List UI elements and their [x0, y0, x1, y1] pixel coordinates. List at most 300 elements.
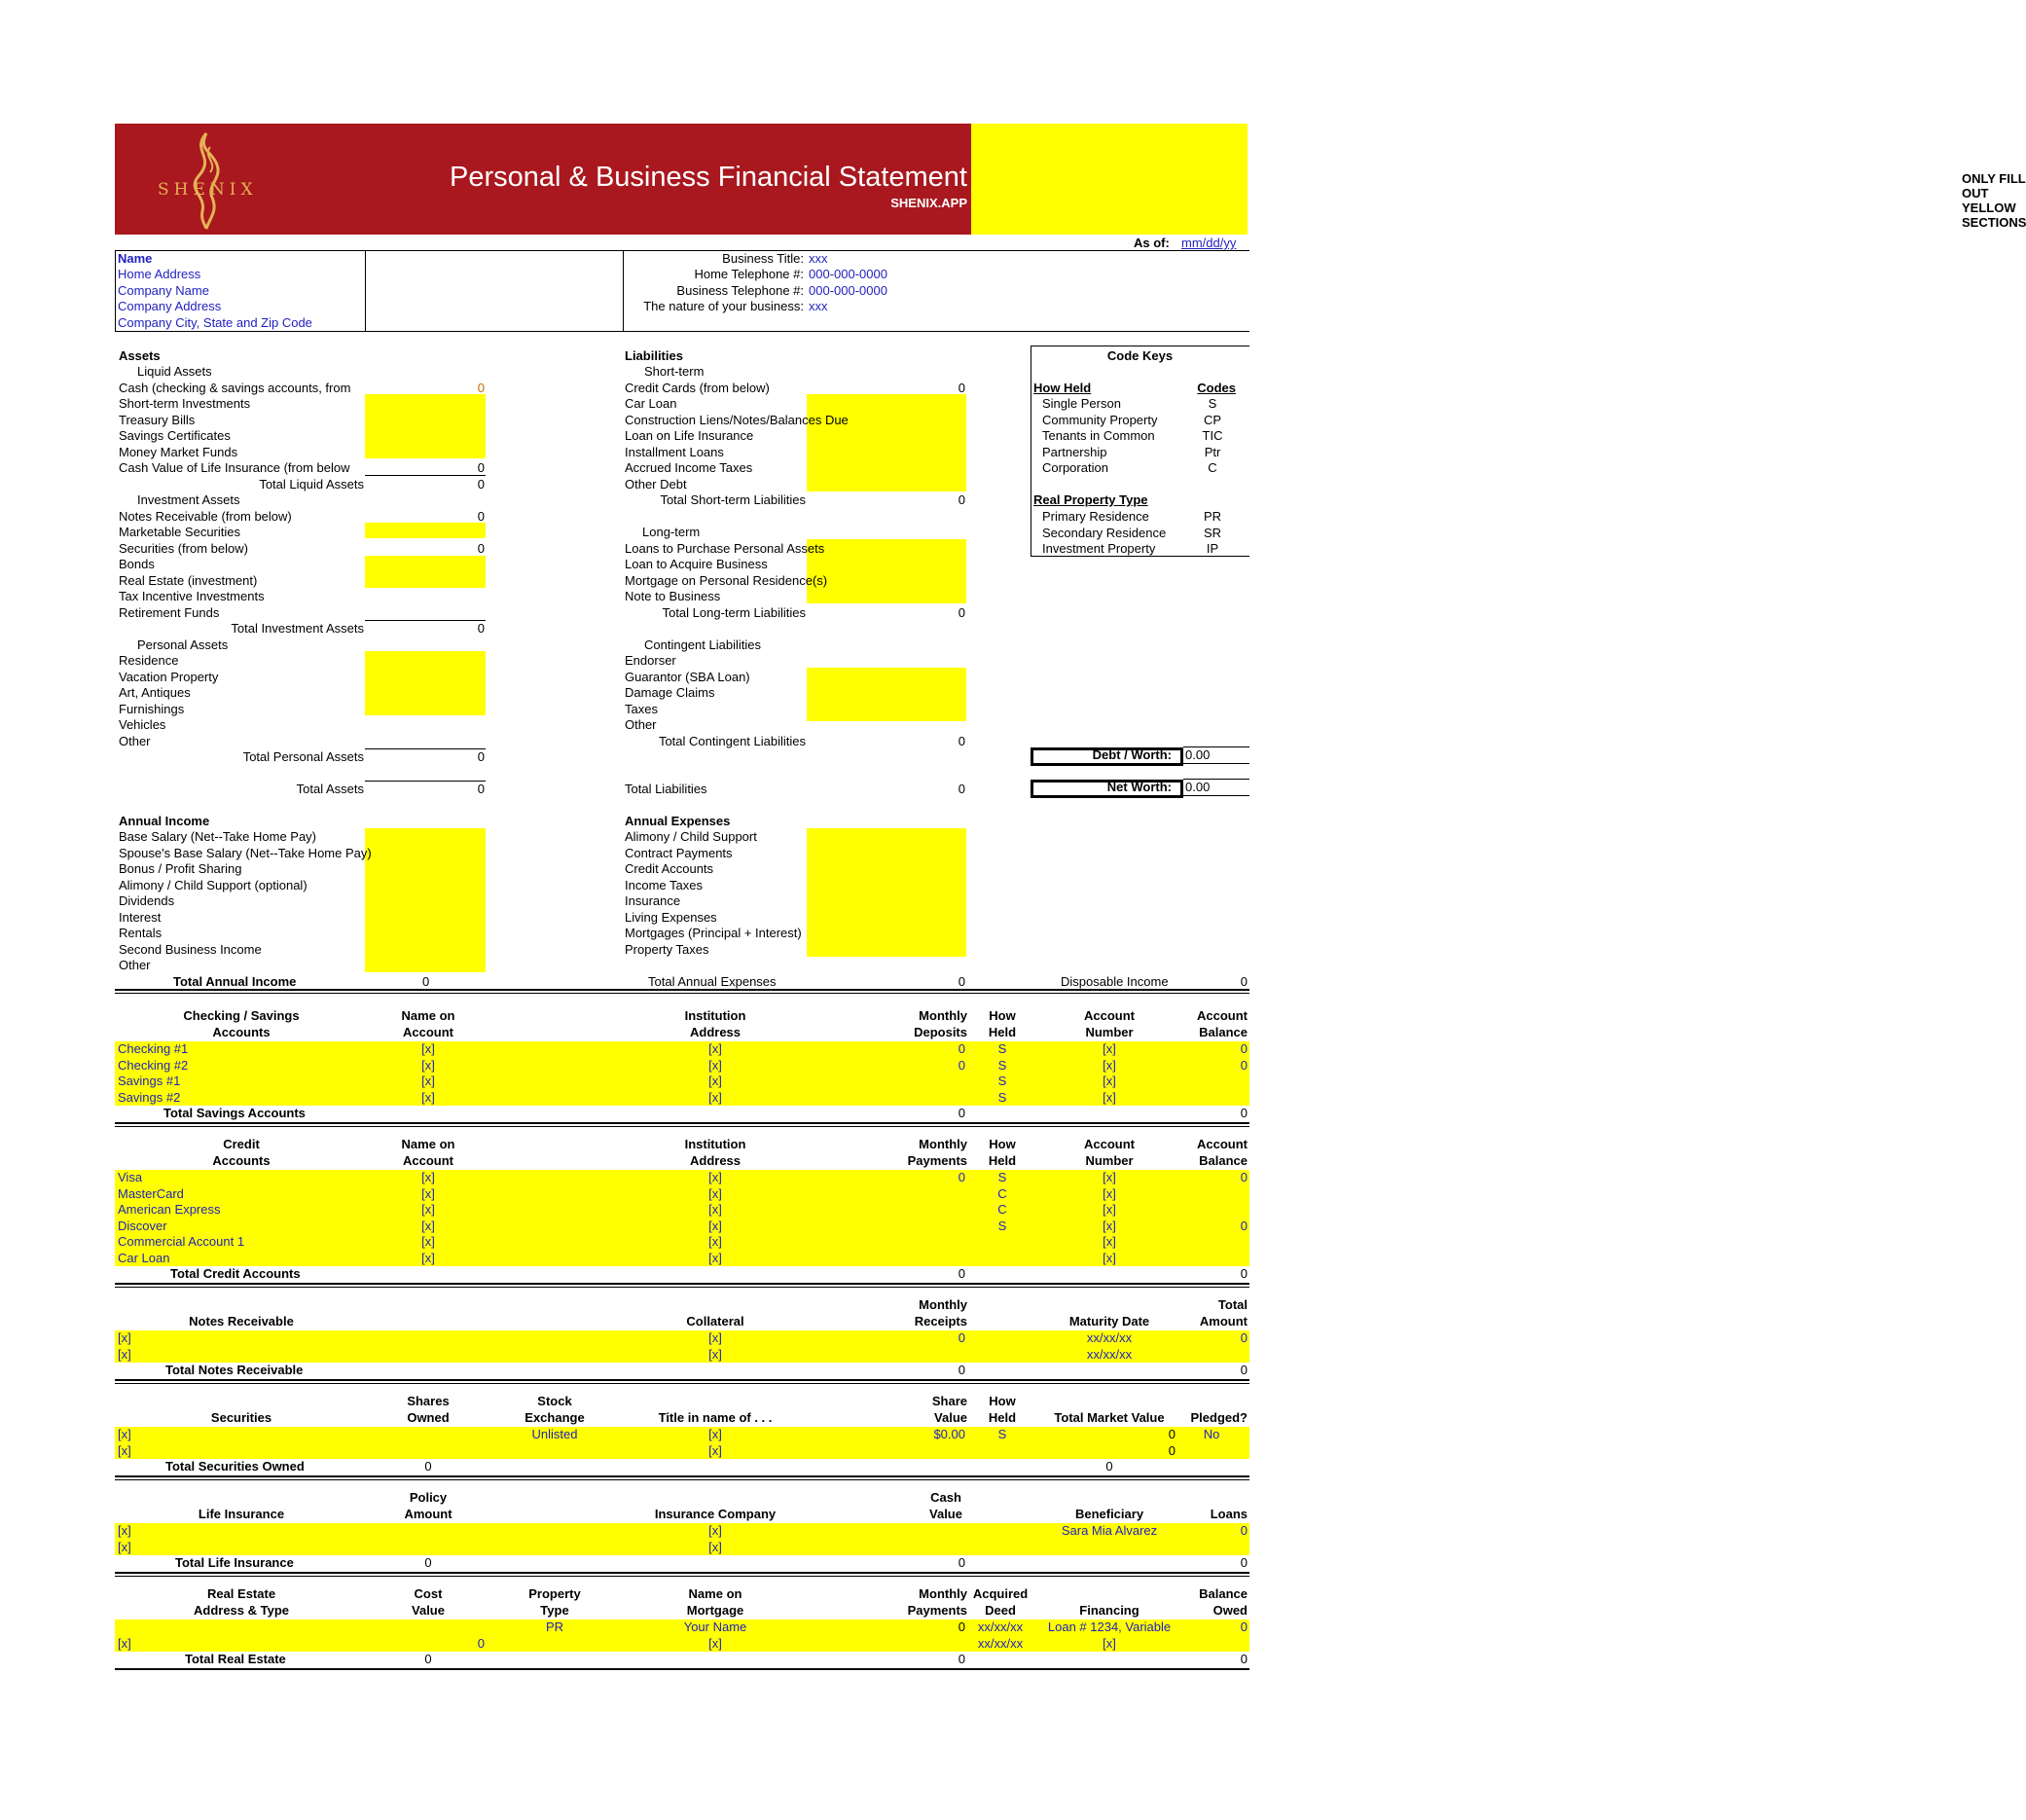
divider	[1183, 779, 1249, 780]
total-short-label: Total Short-term Liabilities	[660, 492, 806, 507]
net-worth-value: 0.00	[1185, 780, 1211, 794]
column-header: Institution	[684, 1008, 746, 1023]
column-header: Address	[689, 1024, 742, 1039]
table-cell[interactable]: S	[997, 1427, 1007, 1441]
how-held-code: Ptr	[1204, 444, 1221, 459]
table-cell[interactable]: [x]	[1103, 1635, 1116, 1651]
treasury-label: Treasury Bills	[119, 413, 196, 427]
income-heading: Annual Income	[119, 814, 210, 828]
column-header: Acquired	[972, 1586, 1029, 1601]
column-header: Pledged?	[1190, 1409, 1248, 1425]
total-label: Total Credit Accounts	[170, 1266, 301, 1281]
table-cell[interactable]: [x]	[421, 1250, 435, 1265]
net-worth-label: Net Worth:	[1106, 780, 1172, 794]
table-cell[interactable]: $0.00	[933, 1427, 965, 1441]
total-label: Total Savings Accounts	[163, 1106, 306, 1120]
table-cell[interactable]: xx/xx/xx	[1086, 1330, 1133, 1345]
divider	[1183, 763, 1249, 764]
total-value: 0	[424, 1459, 432, 1474]
table-cell[interactable]: 0	[1240, 1170, 1248, 1184]
table-cell[interactable]: [x]	[708, 1218, 722, 1233]
total-liquid-value: 0	[477, 477, 485, 491]
column-header: Loans	[1210, 1506, 1248, 1521]
table-cell[interactable]: [x]	[708, 1635, 722, 1651]
home-phone-label: Home Telephone #:	[694, 267, 804, 281]
divider	[115, 1122, 1249, 1124]
divider	[115, 1572, 1249, 1574]
cash-value: 0	[477, 381, 485, 395]
column-header: Accounts	[212, 1152, 271, 1168]
divider	[365, 250, 366, 331]
how-held-code: S	[1208, 396, 1217, 411]
short-term-label: Short-term Investments	[119, 396, 251, 411]
table-cell[interactable]: Loan # 1234, Variable	[1047, 1620, 1172, 1634]
table-cell[interactable]: [x]	[708, 1202, 722, 1217]
column-header: Notes Receivable	[189, 1313, 294, 1329]
income-item: Second Business Income	[119, 941, 262, 957]
table-cell[interactable]: xx/xx/xx	[977, 1635, 1024, 1651]
table-cell[interactable]: [x]	[708, 1330, 722, 1345]
bonds-realestate-input[interactable]	[365, 556, 486, 588]
table-cell[interactable]: [x]	[708, 1539, 722, 1554]
total-liabilities-label: Total Liabilities	[625, 782, 707, 796]
table-cell[interactable]: [x]	[1103, 1041, 1116, 1056]
divider	[115, 1379, 1249, 1381]
column-header: Balance	[1199, 1586, 1248, 1601]
expense-item: Insurance	[625, 893, 681, 908]
notes-receivable-label: Notes Receivable (from below)	[119, 509, 292, 524]
divider	[115, 1479, 1249, 1480]
furnishings-label: Furnishings	[119, 702, 185, 716]
securities-value: 0	[477, 541, 485, 556]
table-row-name[interactable]: Savings #1	[118, 1074, 181, 1088]
how-held-item: Corporation	[1042, 460, 1108, 475]
table-cell[interactable]: [x]	[1103, 1089, 1116, 1105]
total-value: 0	[1240, 1266, 1248, 1281]
table-row-name[interactable]: Visa	[118, 1170, 143, 1184]
column-header: How	[989, 1137, 1016, 1151]
car-loan-label: Car Loan	[625, 396, 677, 411]
debt-worth-label: Debt / Worth:	[1092, 747, 1172, 762]
checking-input-band[interactable]	[115, 1041, 1249, 1106]
column-header: Name on	[688, 1586, 742, 1601]
table-cell[interactable]: [x]	[708, 1041, 722, 1056]
table-row-name[interactable]: American Express	[118, 1202, 221, 1217]
credit-cards-value: 0	[958, 381, 965, 395]
table-cell[interactable]: [x]	[708, 1057, 722, 1073]
table-cell[interactable]: S	[997, 1057, 1007, 1073]
table-cell[interactable]: [x]	[708, 1185, 722, 1201]
company-address-field[interactable]: Company Address	[118, 299, 222, 313]
property-type-item: Investment Property	[1042, 541, 1156, 556]
table-cell[interactable]: [x]	[421, 1074, 435, 1088]
company-name-field[interactable]: Company Name	[118, 283, 209, 298]
column-header: Account	[1084, 1008, 1135, 1023]
total-value: 0	[424, 1652, 432, 1666]
total-label: Total Life Insurance	[175, 1555, 294, 1570]
table-row-name[interactable]: [x]	[118, 1442, 131, 1458]
long-term-liabilities-input[interactable]	[807, 539, 966, 603]
column-header: Value	[929, 1506, 962, 1521]
divider	[115, 250, 116, 331]
property-type-code: SR	[1203, 525, 1222, 540]
home-address-field[interactable]: Home Address	[118, 267, 201, 281]
tax-incentive-label: Tax Incentive Investments	[119, 589, 265, 603]
mortgage-label: Mortgage on Personal Residence(s)	[625, 573, 828, 588]
column-header: Collateral	[686, 1313, 744, 1329]
accrued-label: Accrued Income Taxes	[625, 460, 753, 475]
column-header: Name on	[401, 1137, 455, 1151]
endorser-label: Endorser	[625, 653, 676, 668]
column-header: Cash	[930, 1490, 961, 1505]
construction-label: Construction Liens/Notes/Balances Due	[625, 413, 849, 427]
divider	[115, 1668, 1249, 1670]
personal-assets-input[interactable]	[365, 651, 486, 715]
table-cell[interactable]: 0	[1168, 1442, 1176, 1458]
total-value: 0	[958, 1652, 965, 1666]
column-header: Title in name of . . .	[658, 1409, 773, 1425]
securities-input-band[interactable]	[115, 1427, 1249, 1459]
income-item: Spouse's Base Salary (Net--Take Home Pay)	[119, 845, 372, 860]
property-type-code: IP	[1206, 541, 1219, 556]
total-value: 0	[1240, 1652, 1248, 1666]
table-cell[interactable]: No	[1203, 1427, 1220, 1441]
column-header: Monthly	[919, 1586, 967, 1601]
column-header: Value	[412, 1602, 445, 1618]
money-market-label: Money Market Funds	[119, 445, 238, 459]
credit-cards-label: Credit Cards (from below)	[625, 381, 770, 395]
column-header: Shares	[407, 1394, 450, 1408]
table-cell[interactable]: Unlisted	[531, 1427, 578, 1441]
divider	[115, 989, 1249, 991]
table-cell[interactable]: 0	[477, 1635, 485, 1651]
column-header: Account	[1197, 1008, 1248, 1023]
table-cell[interactable]: [x]	[421, 1218, 435, 1233]
column-header: Property	[528, 1586, 581, 1601]
how-held-code: TIC	[1202, 428, 1223, 443]
table-cell[interactable]: [x]	[1103, 1057, 1116, 1073]
total-contingent-value: 0	[958, 734, 965, 748]
table-cell[interactable]: 0	[1240, 1330, 1248, 1345]
table-row-name[interactable]: MasterCard	[118, 1185, 184, 1201]
divider	[115, 1576, 1249, 1577]
income-item: Bonus / Profit Sharing	[119, 861, 242, 876]
total-personal-value: 0	[477, 749, 485, 764]
column-header: Account	[403, 1024, 453, 1039]
other-debt-label: Other Debt	[625, 477, 687, 491]
business-title-field[interactable]: xxx	[809, 251, 828, 266]
column-header: Cost	[414, 1586, 443, 1601]
marketable-input[interactable]	[365, 523, 486, 538]
column-header: Beneficiary	[1074, 1506, 1144, 1521]
total-label: Total Securities Owned	[165, 1459, 305, 1474]
disposable-value: 0	[1240, 974, 1248, 989]
income-item: Rentals	[119, 926, 163, 940]
website-label: SHENIX.APP	[890, 196, 967, 210]
short-term-liabilities-input[interactable]	[807, 394, 966, 491]
table-cell[interactable]: 0	[1240, 1523, 1248, 1538]
note-business-label: Note to Business	[625, 589, 721, 603]
table-cell[interactable]: [x]	[421, 1185, 435, 1201]
table-cell[interactable]: [x]	[1103, 1170, 1116, 1184]
savings-cert-label: Savings Certificates	[119, 428, 231, 443]
table-cell[interactable]: Sara Mia Alvarez	[1061, 1523, 1158, 1538]
table-cell[interactable]: [x]	[421, 1041, 435, 1056]
table-cell[interactable]: C	[997, 1185, 1007, 1201]
header-banner	[115, 124, 971, 235]
table-cell[interactable]: [x]	[708, 1250, 722, 1265]
table-row-name[interactable]: Checking #2	[118, 1057, 189, 1073]
other-liabilities-label: Other	[625, 717, 657, 732]
business-title-label: Business Title:	[722, 251, 804, 266]
expense-item: Property Taxes	[625, 941, 709, 957]
table-row-name[interactable]: Commercial Account 1	[118, 1234, 245, 1249]
total-value: 0	[958, 1555, 965, 1570]
loan-business-label: Loan to Acquire Business	[625, 557, 768, 571]
income-input[interactable]	[365, 828, 486, 972]
table-cell[interactable]: [x]	[708, 1346, 722, 1362]
table-row-name[interactable]: Car Loan	[118, 1250, 170, 1265]
total-liabilities-value: 0	[958, 782, 965, 796]
total-expenses-value: 0	[958, 974, 965, 989]
table-cell[interactable]: C	[997, 1202, 1007, 1217]
total-assets-value: 0	[477, 782, 485, 796]
column-header: Maturity Date	[1068, 1313, 1150, 1329]
property-type-heading: Real Property Type	[1033, 492, 1148, 507]
page-title: Personal & Business Financial Statement	[450, 162, 967, 193]
table-row-name[interactable]: Discover	[118, 1218, 167, 1233]
divider	[1183, 746, 1249, 747]
table-cell[interactable]: S	[997, 1218, 1007, 1233]
bonds-label: Bonds	[119, 557, 155, 571]
table-cell[interactable]: [x]	[1103, 1250, 1116, 1265]
divider	[115, 1287, 1249, 1288]
expense-item: Credit Accounts	[625, 861, 714, 876]
business-phone-label: Business Telephone #:	[676, 283, 804, 298]
column-header: Monthly	[919, 1137, 967, 1151]
divider	[365, 475, 486, 476]
total-value: 0	[1240, 1555, 1248, 1570]
home-phone-field[interactable]: 000-000-0000	[809, 267, 887, 281]
notes-receivable-value: 0	[477, 509, 485, 524]
divider	[115, 993, 1249, 994]
table-cell[interactable]: xx/xx/xx	[977, 1620, 1024, 1634]
column-header: Value	[934, 1409, 967, 1425]
business-phone-field[interactable]: 000-000-0000	[809, 283, 887, 298]
column-header: Securities	[210, 1409, 272, 1425]
total-value: 0	[424, 1555, 432, 1570]
column-header: Deed	[985, 1602, 1016, 1618]
column-header: Owed	[1212, 1602, 1248, 1618]
table-cell[interactable]: [x]	[421, 1170, 435, 1184]
property-type-code: PR	[1203, 509, 1222, 524]
expenses-input[interactable]	[807, 828, 966, 957]
table-cell[interactable]: 0	[958, 1170, 965, 1184]
total-value: 0	[958, 1363, 965, 1377]
table-cell[interactable]: [x]	[708, 1170, 722, 1184]
column-header: Deposits	[914, 1024, 967, 1039]
table-row-name[interactable]: Checking #1	[118, 1041, 189, 1056]
table-cell[interactable]: [x]	[1103, 1074, 1116, 1088]
retirement-label: Retirement Funds	[119, 605, 220, 620]
total-investment-value: 0	[477, 621, 485, 636]
expense-item: Contract Payments	[625, 845, 733, 860]
how-held-code: CP	[1203, 412, 1222, 427]
credit-input-band[interactable]	[115, 1170, 1249, 1266]
residence-label: Residence	[119, 653, 179, 668]
other-assets-label: Other	[119, 734, 151, 748]
divider	[115, 1383, 1249, 1384]
table-cell[interactable]: [x]	[708, 1074, 722, 1088]
divider	[115, 1475, 1249, 1477]
column-header: Receipts	[914, 1313, 967, 1329]
table-cell[interactable]: 0	[958, 1330, 965, 1345]
code-keys-heading: Code Keys	[1106, 348, 1174, 363]
total-investment-label: Total Investment Assets	[231, 621, 364, 636]
securities-label: Securities (from below)	[119, 541, 248, 556]
table-row-name[interactable]: [x]	[118, 1330, 131, 1345]
table-cell[interactable]: [x]	[708, 1234, 722, 1249]
table-cell[interactable]: 0	[958, 1620, 965, 1634]
table-cell[interactable]: [x]	[421, 1089, 435, 1105]
total-liquid-label: Total Liquid Assets	[259, 477, 364, 491]
table-cell[interactable]: [x]	[1103, 1202, 1116, 1217]
short-heading: Short-term	[644, 364, 705, 379]
column-header: Address & Type	[193, 1602, 289, 1618]
table-cell[interactable]: [x]	[1103, 1234, 1116, 1249]
company-city-field[interactable]: Company City, State and Zip Code	[118, 315, 312, 330]
expense-item: Alimony / Child Support	[625, 829, 757, 844]
how-held-item: Tenants in Common	[1042, 428, 1155, 443]
table-cell[interactable]: xx/xx/xx	[1086, 1346, 1133, 1362]
total-expenses-label: Total Annual Expenses	[648, 974, 777, 989]
table-cell[interactable]: S	[997, 1074, 1007, 1088]
cash-value-life-label: Cash Value of Life Insurance (from below	[119, 460, 350, 475]
table-row-name[interactable]: [x]	[118, 1346, 131, 1362]
column-header: Name on	[401, 1008, 455, 1023]
how-held-item: Partnership	[1042, 444, 1107, 459]
liquid-heading: Liquid Assets	[137, 364, 212, 379]
column-header: Type	[540, 1602, 569, 1618]
table-cell[interactable]: 0	[1240, 1620, 1248, 1634]
table-cell[interactable]: S	[997, 1089, 1007, 1105]
nature-label: The nature of your business:	[643, 299, 804, 313]
income-item: Base Salary (Net--Take Home Pay)	[119, 829, 317, 844]
column-header: Real Estate	[206, 1586, 276, 1601]
disposable-label: Disposable Income	[1061, 974, 1169, 989]
damage-label: Damage Claims	[625, 685, 715, 700]
column-header: Held	[988, 1152, 1017, 1168]
table-cell[interactable]: [x]	[421, 1057, 435, 1073]
contingent-heading: Contingent Liabilities	[644, 637, 761, 652]
table-cell[interactable]: 0	[958, 1057, 965, 1073]
expense-item: Living Expenses	[625, 909, 717, 925]
column-header: Credit	[223, 1137, 260, 1151]
table-cell[interactable]: S	[997, 1170, 1007, 1184]
table-cell[interactable]: [x]	[708, 1442, 722, 1458]
table-cell[interactable]: S	[997, 1041, 1007, 1056]
vacation-label: Vacation Property	[119, 670, 219, 684]
codes-heading: Codes	[1197, 381, 1236, 395]
guarantor-label: Guarantor (SBA Loan)	[625, 670, 750, 684]
table-row-name[interactable]: [x]	[118, 1427, 131, 1441]
total-personal-label: Total Personal Assets	[242, 749, 364, 764]
column-header: Share	[931, 1394, 967, 1408]
property-type-item: Secondary Residence	[1042, 525, 1167, 540]
total-value: 0	[958, 1266, 965, 1281]
column-header: Accounts	[212, 1024, 271, 1039]
column-header: Account	[1197, 1137, 1248, 1151]
taxes-label: Taxes	[625, 702, 658, 716]
table-cell[interactable]: 0	[1168, 1427, 1176, 1441]
table-cell[interactable]: [x]	[708, 1427, 722, 1441]
income-item: Interest	[119, 909, 162, 925]
table-cell[interactable]: [x]	[421, 1234, 435, 1249]
table-cell[interactable]: Your Name	[683, 1620, 747, 1634]
loans-personal-label: Loans to Purchase Personal Assets	[625, 541, 825, 556]
column-header: Insurance Company	[654, 1506, 777, 1521]
table-cell[interactable]: [x]	[708, 1523, 722, 1538]
property-type-item: Primary Residence	[1042, 509, 1149, 524]
loan-life-label: Loan on Life Insurance	[625, 428, 754, 443]
column-header: Number	[1085, 1024, 1134, 1039]
column-header: Monthly	[919, 1297, 967, 1312]
table-cell[interactable]: [x]	[1103, 1185, 1116, 1201]
column-header: Owned	[407, 1409, 450, 1425]
table-cell[interactable]: 0	[1240, 1057, 1248, 1073]
column-header: Account	[403, 1152, 453, 1168]
investment-heading: Investment Assets	[137, 492, 240, 507]
column-header: Address	[689, 1152, 742, 1168]
table-cell[interactable]: [x]	[421, 1202, 435, 1217]
as-of-date-input[interactable]: mm/dd/yy	[1181, 236, 1237, 250]
expenses-heading: Annual Expenses	[625, 814, 731, 828]
total-contingent-label: Total Contingent Liabilities	[658, 734, 806, 748]
column-header: How	[989, 1008, 1016, 1023]
liquid-assets-input[interactable]	[365, 394, 486, 458]
table-cell[interactable]: [x]	[1103, 1218, 1116, 1233]
debt-worth-value: 0.00	[1185, 747, 1211, 762]
table-row-name[interactable]: Savings #2	[118, 1089, 181, 1105]
table-cell[interactable]: PR	[545, 1620, 564, 1634]
total-value: 0	[1105, 1459, 1113, 1474]
notice-box	[971, 124, 2026, 235]
table-cell[interactable]: 0	[1240, 1041, 1248, 1056]
contingent-liabilities-input[interactable]	[807, 668, 966, 721]
total-value: 0	[958, 1106, 965, 1120]
assets-heading: Assets	[119, 348, 161, 363]
total-value: 0	[1240, 1363, 1248, 1377]
name-field[interactable]: Name	[118, 251, 153, 266]
column-header: Mortgage	[686, 1602, 744, 1618]
table-cell[interactable]: [x]	[708, 1089, 722, 1105]
column-header: Policy	[409, 1490, 448, 1505]
expense-item: Mortgages (Principal + Interest)	[625, 926, 802, 940]
logo-text: SHENIX	[158, 180, 258, 200]
table-cell[interactable]: 0	[1240, 1218, 1248, 1233]
table-row-name[interactable]: [x]	[118, 1523, 131, 1538]
income-item: Dividends	[119, 893, 175, 908]
table-cell[interactable]: 0	[958, 1041, 965, 1056]
table-row-name[interactable]: [x]	[118, 1539, 131, 1554]
income-item: Other	[119, 958, 151, 972]
column-header: Monthly	[919, 1008, 967, 1023]
installment-label: Installment Loans	[625, 445, 724, 459]
column-header: How	[989, 1394, 1016, 1408]
total-long-label: Total Long-term Liabilities	[662, 605, 806, 620]
nature-field[interactable]: xxx	[809, 299, 828, 313]
table-row-name[interactable]: [x]	[118, 1635, 131, 1651]
